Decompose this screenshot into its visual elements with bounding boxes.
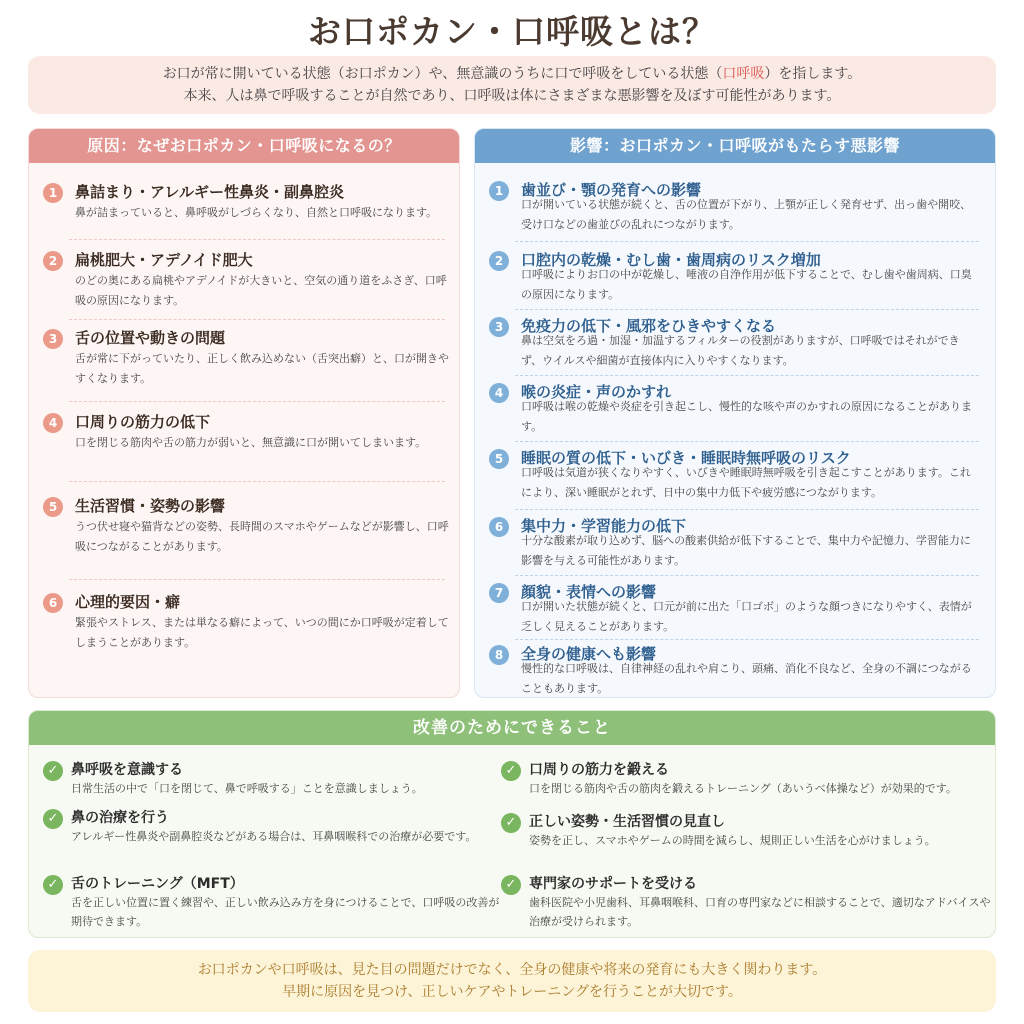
number-badge: 4: [43, 413, 63, 433]
divider: [69, 481, 445, 482]
intro-highlight: 口呼吸: [722, 66, 765, 82]
number-badge: 5: [489, 449, 509, 469]
effect-title: 口腔内の乾燥・むし歯・歯周病のリスク増加: [521, 251, 821, 269]
effect-desc: 口呼吸は喉の乾燥や炎症を引き起こし、慢性的な咳や声のかすれの原因になることがあります。: [521, 400, 972, 433]
cause-desc: 舌が常に下がっていたり、正しく飲み込めない（舌突出癖）と、口が開きやすくなります。: [75, 352, 449, 385]
effect-title: 免疫力の低下・風邪をひきやすくなる: [521, 317, 777, 335]
cause-title: 扁桃肥大・アデノイド肥大: [75, 251, 253, 269]
effect-desc: 口が開いている状態が続くと、舌の位置が下がり、上顎が正しく発育せず、出っ歯や開咬、受け口などの歯並びの乱れにつながります。: [521, 198, 972, 231]
number-badge: 1: [43, 183, 63, 203]
cause-desc: うつ伏せ寝や猫背などの姿勢、長時間のスマホやゲームなどが影響し、口呼吸につながることがあります。: [75, 520, 449, 553]
check-icon: ✓: [43, 761, 63, 781]
tip-title: 正しい姿勢・生活習慣の見直し: [529, 814, 725, 830]
cause-title: 鼻詰まり・アレルギー性鼻炎・副鼻腔炎: [75, 183, 345, 201]
tip-title: 口周りの筋力を鍛える: [529, 762, 669, 778]
intro-line-1: [28, 63, 996, 85]
tip-desc: 歯科医院や小児歯科、耳鼻咽喉科、口育の専門家などに相談することで、適切なアドバイスや治療が受けられます。: [529, 896, 991, 928]
cause-title: 舌の位置や動きの問題: [75, 329, 226, 347]
number-badge: 5: [43, 497, 63, 517]
number-badge: 1: [489, 181, 509, 201]
footer-line-1: お口ポカンや口呼吸は、見た目の問題だけでなく、全身の健康や将来の発育にも大きく関わります。: [197, 962, 827, 978]
effect-title: 喉の炎症・声のかすれ: [521, 383, 672, 401]
footer-note: [28, 950, 996, 1012]
tip-desc: アレルギー性鼻炎や副鼻腔炎などがある場合は、耳鼻咽喉科での治療が必要です。: [71, 830, 477, 843]
effects-heading: 影響：お口ポカン・口呼吸がもたらす悪影響: [475, 129, 995, 163]
divider: [515, 639, 979, 640]
number-badge: 6: [489, 517, 509, 537]
divider: [69, 401, 445, 402]
divider: [69, 239, 445, 240]
number-badge: 3: [43, 329, 63, 349]
number-badge: 7: [489, 583, 509, 603]
divider: [69, 579, 445, 580]
intro-box: [28, 56, 996, 114]
divider: [515, 309, 979, 310]
divider: [515, 241, 979, 242]
check-icon: ✓: [43, 875, 63, 895]
check-icon: ✓: [501, 875, 521, 895]
cause-desc: 緊張やストレス、または単なる癖によって、いつの間にか口呼吸が定着してしまうことがあります。: [75, 616, 449, 649]
effect-title: 顔貌・表情への影響: [521, 583, 657, 601]
cause-desc: 鼻が詰まっていると、鼻呼吸がしづらくなり、自然と口呼吸になります。: [75, 206, 438, 219]
divider: [515, 441, 979, 442]
tip-title: 専門家のサポートを受ける: [529, 876, 697, 892]
effect-title: 歯並び・顎の発育への影響: [521, 181, 702, 199]
effects-panel: [474, 128, 996, 698]
check-icon: ✓: [501, 761, 521, 781]
cause-title: 生活習慣・姿勢の影響: [75, 497, 226, 515]
intro-line-2: 本来、人は鼻で呼吸することが自然であり、口呼吸は体にさまざまな悪影響を及ぼす可能性があります。: [183, 88, 841, 104]
tip-title: 鼻呼吸を意識する: [71, 762, 183, 778]
page-title: お口ポカン・口呼吸とは？: [308, 12, 716, 51]
causes-heading: 原因：なぜお口ポカン・口呼吸になるの？: [29, 129, 459, 163]
number-badge: 3: [489, 317, 509, 337]
effect-desc: 口呼吸は気道が狭くなりやすく、いびきや睡眠時無呼吸を引き起こすことがあります。これにより、深い睡眠がとれず、日中の集中力低下や疲労感につながります。: [521, 466, 971, 499]
check-icon: ✓: [43, 809, 63, 829]
effect-title: 睡眠の質の低下・いびき・睡眠時無呼吸のリスク: [521, 449, 851, 467]
improvement-heading: 改善のためにできること: [29, 711, 995, 745]
effect-desc: 鼻は空気をろ過・加湿・加温するフィルターの役割がありますが、口呼吸ではそれができず、ウイルスや細菌が直接体内に入りやすくなります。: [521, 334, 960, 367]
intro-text-a: お口が常に開いている状態（お口ポカン）や、無意識のうちに口で呼吸をしている状態（: [162, 66, 723, 82]
effect-desc: 十分な酸素が取り込めず、脳への酸素供給が低下することで、集中力や記憶力、学習能力に影響を与える可能性があります。: [521, 534, 971, 567]
number-badge: 4: [489, 383, 509, 403]
tip-desc: 舌を正しい位置に置く練習や、正しい飲み込み方を身につけることで、口呼吸の改善が期待できます。: [71, 896, 500, 928]
tip-title: 鼻の治療を行う: [71, 810, 169, 826]
tip-desc: 口を閉じる筋肉や舌の筋肉を鍛えるトレーニング（あいうべ体操など）が効果的です。: [529, 782, 957, 795]
number-badge: 2: [489, 251, 509, 271]
cause-title: 口周りの筋力の低下: [75, 413, 211, 431]
divider: [515, 575, 979, 576]
number-badge: 2: [43, 251, 63, 271]
intro-text-b: ）を指します。: [764, 66, 862, 82]
footer-line-2: 早期に原因を見つけ、正しいケアやトレーニングを行うことが大切です。: [282, 984, 742, 1000]
tip-desc: 日常生活の中で「口を閉じて、鼻で呼吸する」ことを意識しましょう。: [71, 782, 423, 795]
effect-title: 全身の健康へも影響: [521, 645, 657, 663]
effect-desc: 口呼吸によりお口の中が乾燥し、唾液の自浄作用が低下することで、むし歯や歯周病、口臭の原因になります。: [521, 268, 972, 301]
tip-title: 舌のトレーニング（MFT）: [71, 876, 244, 892]
cause-desc: のどの奥にある扁桃やアデノイドが大きいと、空気の通り道をふさぎ、口呼吸の原因になります。: [75, 274, 447, 307]
divider: [515, 375, 979, 376]
improvement-panel: [28, 710, 996, 938]
effect-desc: 口が開いた状態が続くと、口元が前に出た「口ゴボ」のような顔つきになりやすく、表情が乏しく見えることがあります。: [521, 600, 972, 633]
cause-title: 心理的要因・癖: [75, 593, 181, 611]
cause-desc: 口を閉じる筋肉や舌の筋力が弱いと、無意識に口が開いてしまいます。: [75, 436, 427, 449]
tip-desc: 姿勢を正し、スマホやゲームの時間を減らし、規則正しい生活を心がけましょう。: [529, 834, 936, 847]
check-icon: ✓: [501, 813, 521, 833]
divider: [69, 319, 445, 320]
number-badge: 6: [43, 593, 63, 613]
effect-title: 集中力・学習能力の低下: [521, 517, 687, 535]
causes-panel: [28, 128, 460, 698]
number-badge: 8: [489, 645, 509, 665]
divider: [515, 509, 979, 510]
effect-desc: 慢性的な口呼吸は、自律神経の乱れや肩こり、頭痛、消化不良など、全身の不調につながることもあります。: [521, 662, 972, 695]
